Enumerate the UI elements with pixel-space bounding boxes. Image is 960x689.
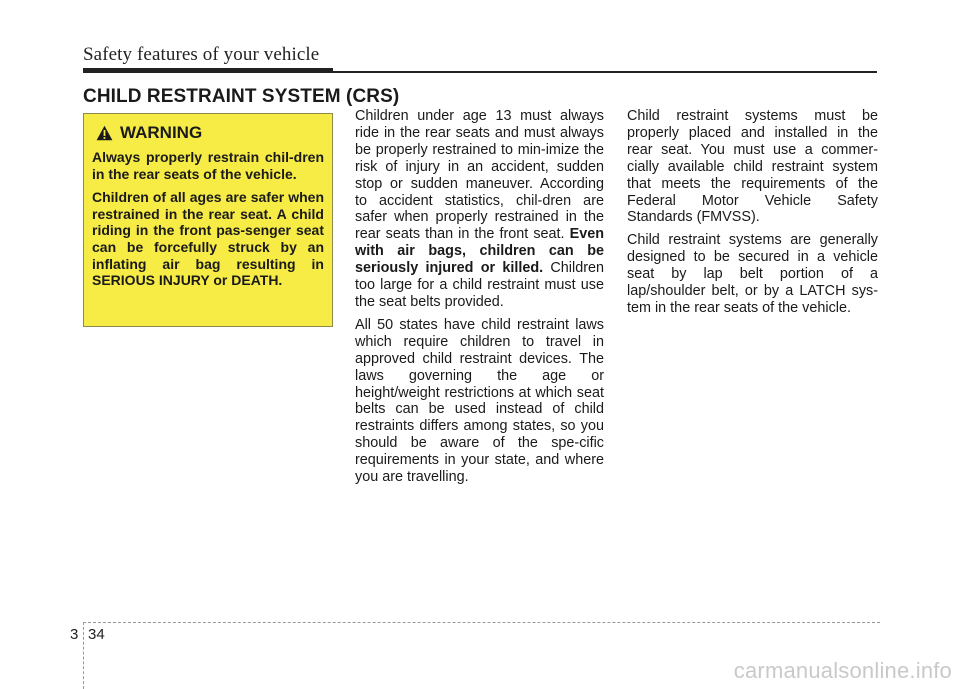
page-number: 34	[88, 626, 105, 643]
page-chapter-number: 3	[70, 626, 79, 643]
warning-title: WARNING	[120, 123, 203, 142]
warning-paragraph-restrain: Always properly restrain chil-dren in the rear seats of the vehicle.	[92, 149, 324, 182]
body-paragraph-securing: Child restraint systems are generally designed to be secured in a vehicle seat by lap belt portion of a lap/shoulder belt, or by a LATCH sys-tem in the rear seats of the vehicle.	[627, 232, 878, 316]
footer-vertical-rule	[83, 622, 84, 689]
body-paragraph-age	[355, 108, 604, 311]
running-header: Safety features of your vehicle	[83, 44, 320, 65]
header-rule-thin	[333, 71, 877, 73]
body-column-middle	[355, 108, 604, 492]
section-title: CHILD RESTRAINT SYSTEM (CRS)	[83, 86, 400, 107]
body-paragraph-age-text-a: Children under age 13 must always ride in the rear seats and must always be properly restrained to min-imize the risk of injury in an accident, sudden stop or sudden maneuver. According to accident statistics, chil-dren are safer when properly restrained in the rear seats than in the front seat.	[355, 108, 604, 243]
warning-paragraph-rear-seat: Children of all ages are safer when restrained in the rear seat. A child riding in the front pas-senger seat can be forcefully struck by an inflating air bag resulting in SERIOUS INJURY or DEATH.	[92, 189, 324, 289]
body-column-right	[627, 108, 878, 323]
body-paragraph-age-bold: Even with air bags, children can be seriously injured or killed.	[355, 226, 604, 277]
body-paragraph-age-text-b: Children too large for a child restraint must use the seat belts provided.	[355, 260, 604, 310]
watermark: carmanualsonline.info	[733, 658, 952, 683]
body-paragraph-installation: Child restraint systems must be properly placed and installed in the rear seat. You must use a commer-cially available child restraint system that meets the requirements of the Federal Motor Vehicle Safety Standards (FMVSS).	[627, 108, 878, 226]
footer-rule	[83, 622, 880, 623]
warning-heading	[96, 123, 324, 143]
warning-box	[83, 113, 333, 327]
body-paragraph-state-laws: All 50 states have child restraint laws which require children to travel in approved child restraint devices. The laws governing the age or height/weight restrictions at which seat belts can be used instead of child restraints differs among states, so you should be aware of the spe-cific requirements in your state, and where you are travelling.	[355, 316, 604, 486]
header-rule-thick	[83, 68, 333, 73]
warning-triangle-icon	[96, 125, 113, 141]
